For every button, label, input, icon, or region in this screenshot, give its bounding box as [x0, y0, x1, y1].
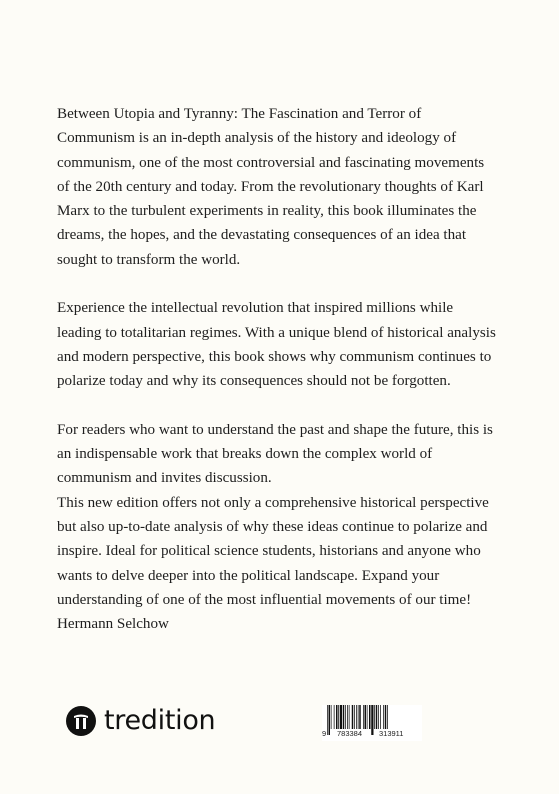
blurb-paragraph-4: This new edition offers not only a comprehensive historical perspective but also up-to-date analysis of why these ideas continue to polarize and inspire. Ideal for political science students, historians and anyone who wants to delve deeper into the political landscape. Expand your understanding of one of the most influential movements of our time! — [57, 494, 489, 608]
barcode-bar — [349, 705, 350, 729]
barcode-bar — [343, 705, 345, 729]
barcode-bar — [367, 705, 368, 729]
barcode-bar — [329, 705, 331, 735]
tredition-logo-icon — [66, 706, 96, 736]
barcode-bar — [340, 705, 342, 729]
barcode-bar — [358, 705, 359, 729]
publisher-name: tredition — [104, 705, 216, 736]
paragraph-spacer — [57, 272, 497, 296]
barcode-bar — [378, 705, 379, 729]
barcode-bar — [331, 705, 332, 729]
barcode-bar — [374, 705, 375, 729]
barcode-bar — [380, 705, 381, 729]
barcode-bar — [359, 705, 361, 729]
back-cover-blurb — [57, 102, 497, 637]
barcode-bar — [371, 705, 373, 735]
barcode-bar — [345, 705, 346, 729]
barcode-bar — [347, 705, 348, 729]
barcode-bar — [352, 705, 354, 729]
publisher-logo — [66, 706, 215, 736]
barcode-bar — [338, 705, 339, 729]
barcode-bar — [383, 705, 384, 729]
barcode-bar — [354, 705, 355, 729]
paragraph-spacer — [57, 394, 497, 418]
blurb-paragraph-3: For readers who want to understand the past and shape the future, this is an indispensable work that breaks down the complex world of communism and invites discussion. — [57, 421, 493, 487]
barcode-bar — [334, 705, 335, 729]
barcode-bar — [376, 705, 378, 729]
barcode-left-digits: 783384 — [337, 729, 363, 738]
barcode-right-digits: 313911 — [379, 729, 404, 738]
barcode-bar — [336, 705, 338, 729]
barcode-bar — [369, 705, 371, 729]
blurb-paragraph-1: Between Utopia and Tyranny: The Fascination and Terror of Communism is an in-depth analysis of the history and ideology of communism, one of the most controversial and fascinating movements of the 20th century and today. From the revolutionary thoughts of Karl Marx to the turbulent experiments in reality, this book illuminates the dreams, the hopes, and the devastating consequences of an idea that sought to transform the world. — [57, 106, 485, 268]
author-name: Hermann Selchow — [57, 616, 169, 633]
isbn-barcode — [322, 705, 422, 741]
barcode-bar — [365, 705, 367, 729]
barcode-first-digit: 9 — [322, 729, 327, 738]
barcode-bar — [363, 705, 364, 729]
barcode-bar — [356, 705, 357, 729]
blurb-paragraph-2: Experience the intellectual revolution that inspired millions while leading to totalitarian regimes. With a unique blend of historical analysis and modern perspective, this book shows why communism continues to polarize today and why its consequences should not be forgotten. — [57, 300, 496, 390]
